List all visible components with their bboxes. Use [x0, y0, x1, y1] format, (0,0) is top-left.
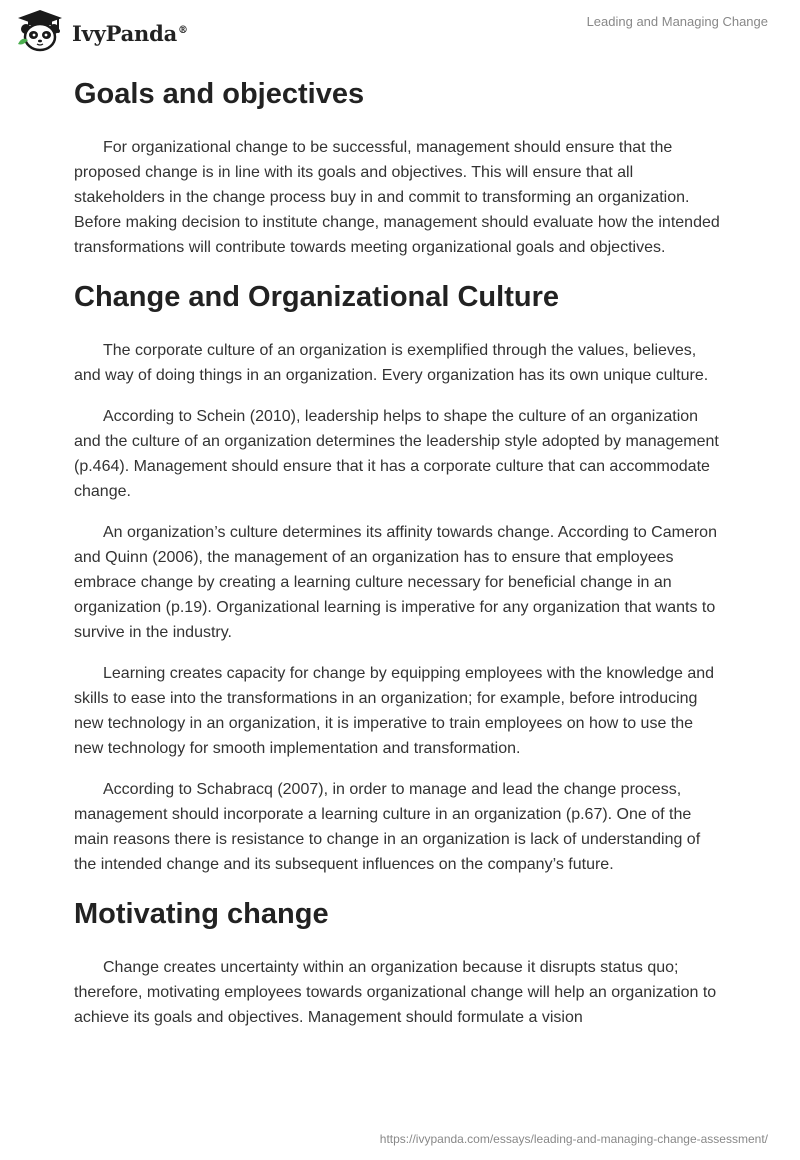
section-change-and-organizational-culture [74, 276, 726, 877]
paragraph: According to Schabracq (2007), in order to manage and lead the change process, management should incorporate a learning culture in an organization (p.67). One of the main reasons there is resistance to change in an organization is lack of understanding of the intended change and its subsequent influences on the company’s future. [74, 781, 701, 873]
paragraph: For organizational change to be successful, management should ensure that the proposed change is in line with its goals and objectives. This will ensure that all stakeholders in the change process buy in and commit to transforming an organization. Before making decision to institute change, management should evaluate how the intended transformations will contribute towards meeting organizational goals and objectives. [74, 139, 720, 256]
paragraph: Learning creates capacity for change by equipping employees with the knowledge and skills to ease into the transformations in an organization; for example, before introducing new technology in an organization, it is imperative to train employees on how to use the new technology for smooth implementation and transformation. [74, 665, 715, 757]
registered-mark: ® [178, 24, 188, 36]
running-title: Leading and Managing Change [586, 14, 768, 29]
paragraph: An organization’s culture determines its affinity towards change. According to Cameron and Quinn (2006), the management of an organization has to ensure that employees embrace change by creating a learning culture necessary for beneficial change in an organization (p.19). Organizational learning is imperative for any organization that wants to survive in the industry. [74, 524, 717, 641]
page-header [0, 0, 800, 60]
section-heading: Change and Organizational Culture [74, 281, 559, 313]
panda-graduate-icon [14, 8, 66, 54]
section-motivating-change [74, 893, 726, 1030]
paragraph: According to Schein (2010), leadership helps to shape the culture of an organization and the culture of an organization determines the leadership style adopted by management (p.464). Management should ensure that it has a corporate culture that can accommodate change. [74, 408, 719, 500]
section-goals-and-objectives [74, 73, 726, 260]
brand-name: IvyPanda® [72, 20, 188, 46]
source-url-link[interactable]: https://ivypanda.com/essays/leading-and-managing-change-assessment/ [379, 1132, 768, 1146]
paragraph: Change creates uncertainty within an organization because it disrupts status quo; therefore, motivating employees towards organizational change will help an organization to achieve its goals and objectives. Management should formulate a vision [74, 959, 717, 1026]
ivypanda-logo-link[interactable] [14, 8, 188, 54]
essay-content [74, 70, 726, 1046]
section-heading: Goals and objectives [74, 78, 365, 110]
paragraph: The corporate culture of an organization is exemplified through the values, believes, and way of doing things in an organization. Every organization has its own unique culture. [74, 342, 709, 384]
section-heading: Motivating change [74, 898, 329, 930]
